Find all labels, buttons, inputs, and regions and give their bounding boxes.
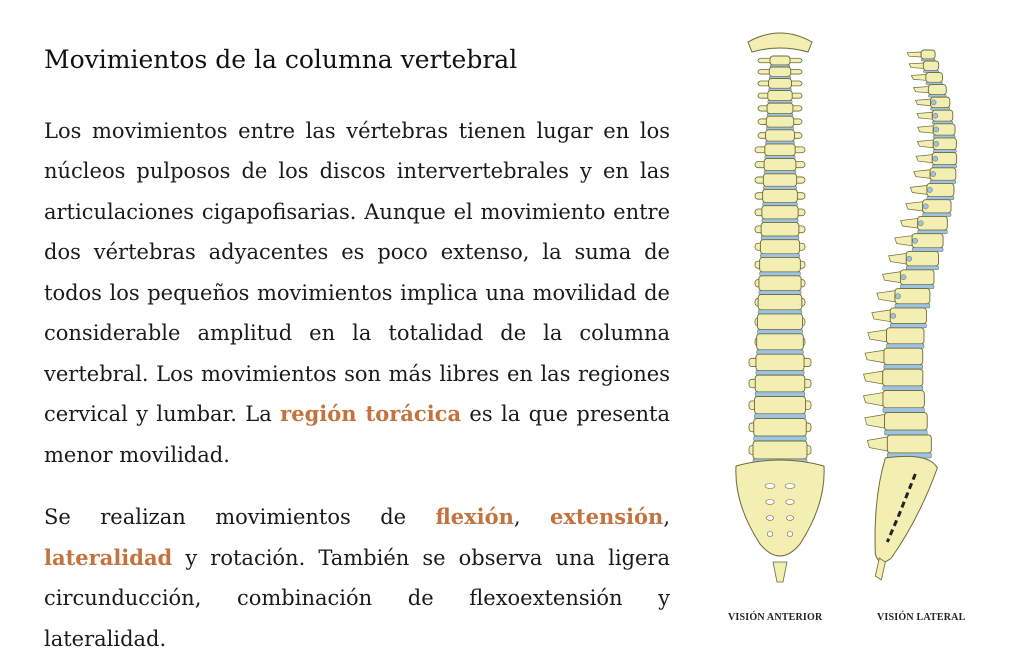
vertebral-body — [759, 276, 801, 291]
spinous-process — [917, 140, 933, 148]
caption-anterior: VISIÓN ANTERIOR — [728, 612, 823, 623]
intervertebral-disc — [759, 291, 801, 295]
vertebral-body — [755, 375, 805, 392]
intervertebral-disc — [757, 330, 802, 334]
intervertebral-disc — [887, 344, 924, 348]
costal-facet — [901, 275, 906, 280]
vertebral-body — [757, 334, 804, 350]
sacral-foramen — [785, 484, 795, 489]
sacrum — [736, 460, 824, 556]
separator-2: , — [663, 505, 670, 529]
costal-facet — [934, 127, 939, 132]
vertebral-body — [767, 103, 793, 114]
intervertebral-disc — [927, 196, 954, 199]
vertebral-body — [769, 79, 792, 89]
intervertebral-disc — [761, 236, 799, 240]
costal-facet — [930, 171, 935, 176]
vertebral-body — [887, 435, 931, 453]
intervertebral-disc — [923, 213, 951, 216]
coccyx — [875, 558, 885, 580]
costal-facet — [907, 256, 912, 261]
paragraph-1-text-a: Los movimientos entre las vértebras tienen lugar en los núcleos pulposos de los discos intervertebrales y en las articulaciones cigapofisarias. Aunque el movimiento entre dos vértebras adyacentes es poco extenso, la suma de todos los pequeños movimientos implica una movilidad de considerable amplitud en la totalidad de la columna vertebral. Los movimientos son más libres en las regiones cervical y lumbar. La — [44, 118, 670, 426]
vertebral-body — [883, 391, 924, 408]
spinous-process — [877, 291, 895, 302]
atlas-vertebra — [748, 33, 812, 52]
page-title: Movimientos de la columna vertebral — [44, 45, 518, 74]
spinous-process — [911, 75, 926, 81]
vertebral-body — [766, 116, 793, 127]
intervertebral-disc — [885, 430, 928, 435]
paragraph-2-text-b: y rotación. También se observa una ligera circunducción, combinación de flexoextensión y lateralidad. — [44, 545, 670, 651]
vertebral-body — [762, 206, 798, 219]
intervertebral-disc — [932, 165, 956, 168]
spinous-process — [916, 155, 932, 163]
intervertebral-disc — [763, 186, 796, 189]
vertebral-body — [921, 50, 935, 59]
spinous-process — [889, 253, 907, 263]
vertebral-body — [763, 189, 798, 202]
spinous-process — [906, 202, 923, 211]
intervertebral-disc — [912, 248, 943, 252]
vertebral-body — [766, 130, 795, 141]
vertebral-body — [758, 295, 802, 310]
costal-facet — [891, 313, 896, 318]
spinous-process — [865, 415, 885, 429]
vertebral-body — [754, 419, 807, 437]
spinous-process — [918, 126, 934, 133]
vertebral-body — [753, 441, 807, 459]
intervertebral-disc — [883, 408, 924, 413]
spinous-process — [901, 218, 918, 228]
intervertebral-disc — [883, 386, 923, 391]
sacral-foramen — [765, 484, 775, 489]
intervertebral-disc — [757, 350, 804, 354]
spinous-process — [914, 170, 930, 179]
spinous-process — [907, 52, 921, 57]
intervertebral-disc — [760, 254, 799, 258]
vertebral-body — [754, 397, 805, 414]
spinous-process — [916, 99, 931, 106]
link-region-toracica[interactable]: región torácica — [280, 401, 462, 426]
intervertebral-disc — [754, 436, 807, 441]
intervertebral-disc — [930, 180, 956, 183]
vertebral-body — [757, 314, 802, 330]
costal-facet — [933, 156, 938, 161]
link-flexion[interactable]: flexión — [435, 504, 514, 529]
costal-facet — [913, 238, 918, 243]
intervertebral-disc — [758, 310, 802, 314]
spinous-process — [910, 185, 927, 194]
spinous-process — [872, 310, 890, 322]
intervertebral-disc — [760, 272, 801, 276]
paragraph-2-text-a: Se realizan movimientos de — [44, 505, 436, 529]
spine-anterior-illustration — [710, 20, 850, 600]
vertebral-body — [926, 73, 943, 83]
separator-1: , — [513, 505, 551, 529]
costal-facet — [895, 294, 900, 299]
intervertebral-disc — [906, 266, 938, 270]
vertebral-body — [765, 144, 795, 156]
sacral-foramen — [767, 516, 774, 521]
intervertebral-disc — [895, 304, 930, 308]
intervertebral-disc — [762, 219, 798, 222]
costal-facet — [931, 100, 936, 105]
vertebral-body — [756, 354, 804, 370]
costal-facet — [927, 187, 932, 192]
spinous-process — [865, 350, 884, 362]
intervertebral-disc — [918, 230, 948, 234]
vertebral-body — [928, 85, 946, 95]
vertebral-body — [769, 67, 790, 76]
intervertebral-disc — [763, 202, 798, 205]
intervertebral-disc — [890, 324, 926, 328]
sacral-foramen — [786, 500, 795, 505]
link-extension[interactable]: extensión — [550, 504, 664, 529]
vertebral-body — [770, 56, 790, 65]
vertebral-body — [923, 61, 938, 70]
costal-facet — [918, 221, 923, 226]
spine-lateral-illustration — [862, 20, 1002, 600]
costal-facet — [934, 141, 939, 146]
paragraph-1-text-b: es la que presenta menor movilidad. — [44, 402, 670, 467]
vertebral-body — [884, 348, 923, 364]
intervertebral-disc — [764, 171, 796, 174]
vertebral-body — [768, 91, 792, 101]
intervertebral-disc — [754, 414, 805, 419]
paragraph-1 — [44, 111, 670, 476]
costal-facet — [933, 113, 938, 118]
sacral-foramen — [766, 500, 775, 505]
spinous-process — [917, 112, 932, 119]
vertebral-body — [760, 240, 799, 254]
spinous-process — [868, 330, 887, 342]
intervertebral-disc — [756, 371, 804, 375]
vertebral-body — [885, 413, 928, 431]
vertebral-body — [883, 369, 923, 386]
spinous-process — [914, 87, 929, 93]
intervertebral-disc — [884, 365, 923, 369]
costal-facet — [923, 204, 928, 209]
link-lateralidad[interactable]: lateralidad — [44, 544, 173, 570]
sacrum — [875, 456, 937, 562]
intervertebral-disc — [900, 285, 934, 289]
spinous-process — [867, 437, 887, 451]
caption-lateral: VISIÓN LATERAL — [877, 612, 966, 623]
spinous-process — [864, 371, 883, 384]
spinous-process — [863, 393, 882, 406]
vertebral-body — [763, 174, 796, 187]
sacral-foramen — [767, 532, 773, 537]
vertebral-body — [761, 222, 799, 236]
vertebral-body — [764, 159, 796, 171]
sacral-foramen — [787, 532, 793, 537]
spinous-process — [883, 272, 901, 283]
vertebral-body — [887, 328, 924, 344]
coccyx — [773, 562, 787, 582]
intervertebral-disc — [755, 392, 805, 397]
paragraph-2 — [44, 497, 670, 659]
article — [44, 44, 670, 659]
sacral-foramen — [787, 516, 794, 521]
vertebral-body — [760, 257, 801, 271]
spinous-process — [895, 236, 912, 246]
spinous-process — [909, 63, 923, 68]
